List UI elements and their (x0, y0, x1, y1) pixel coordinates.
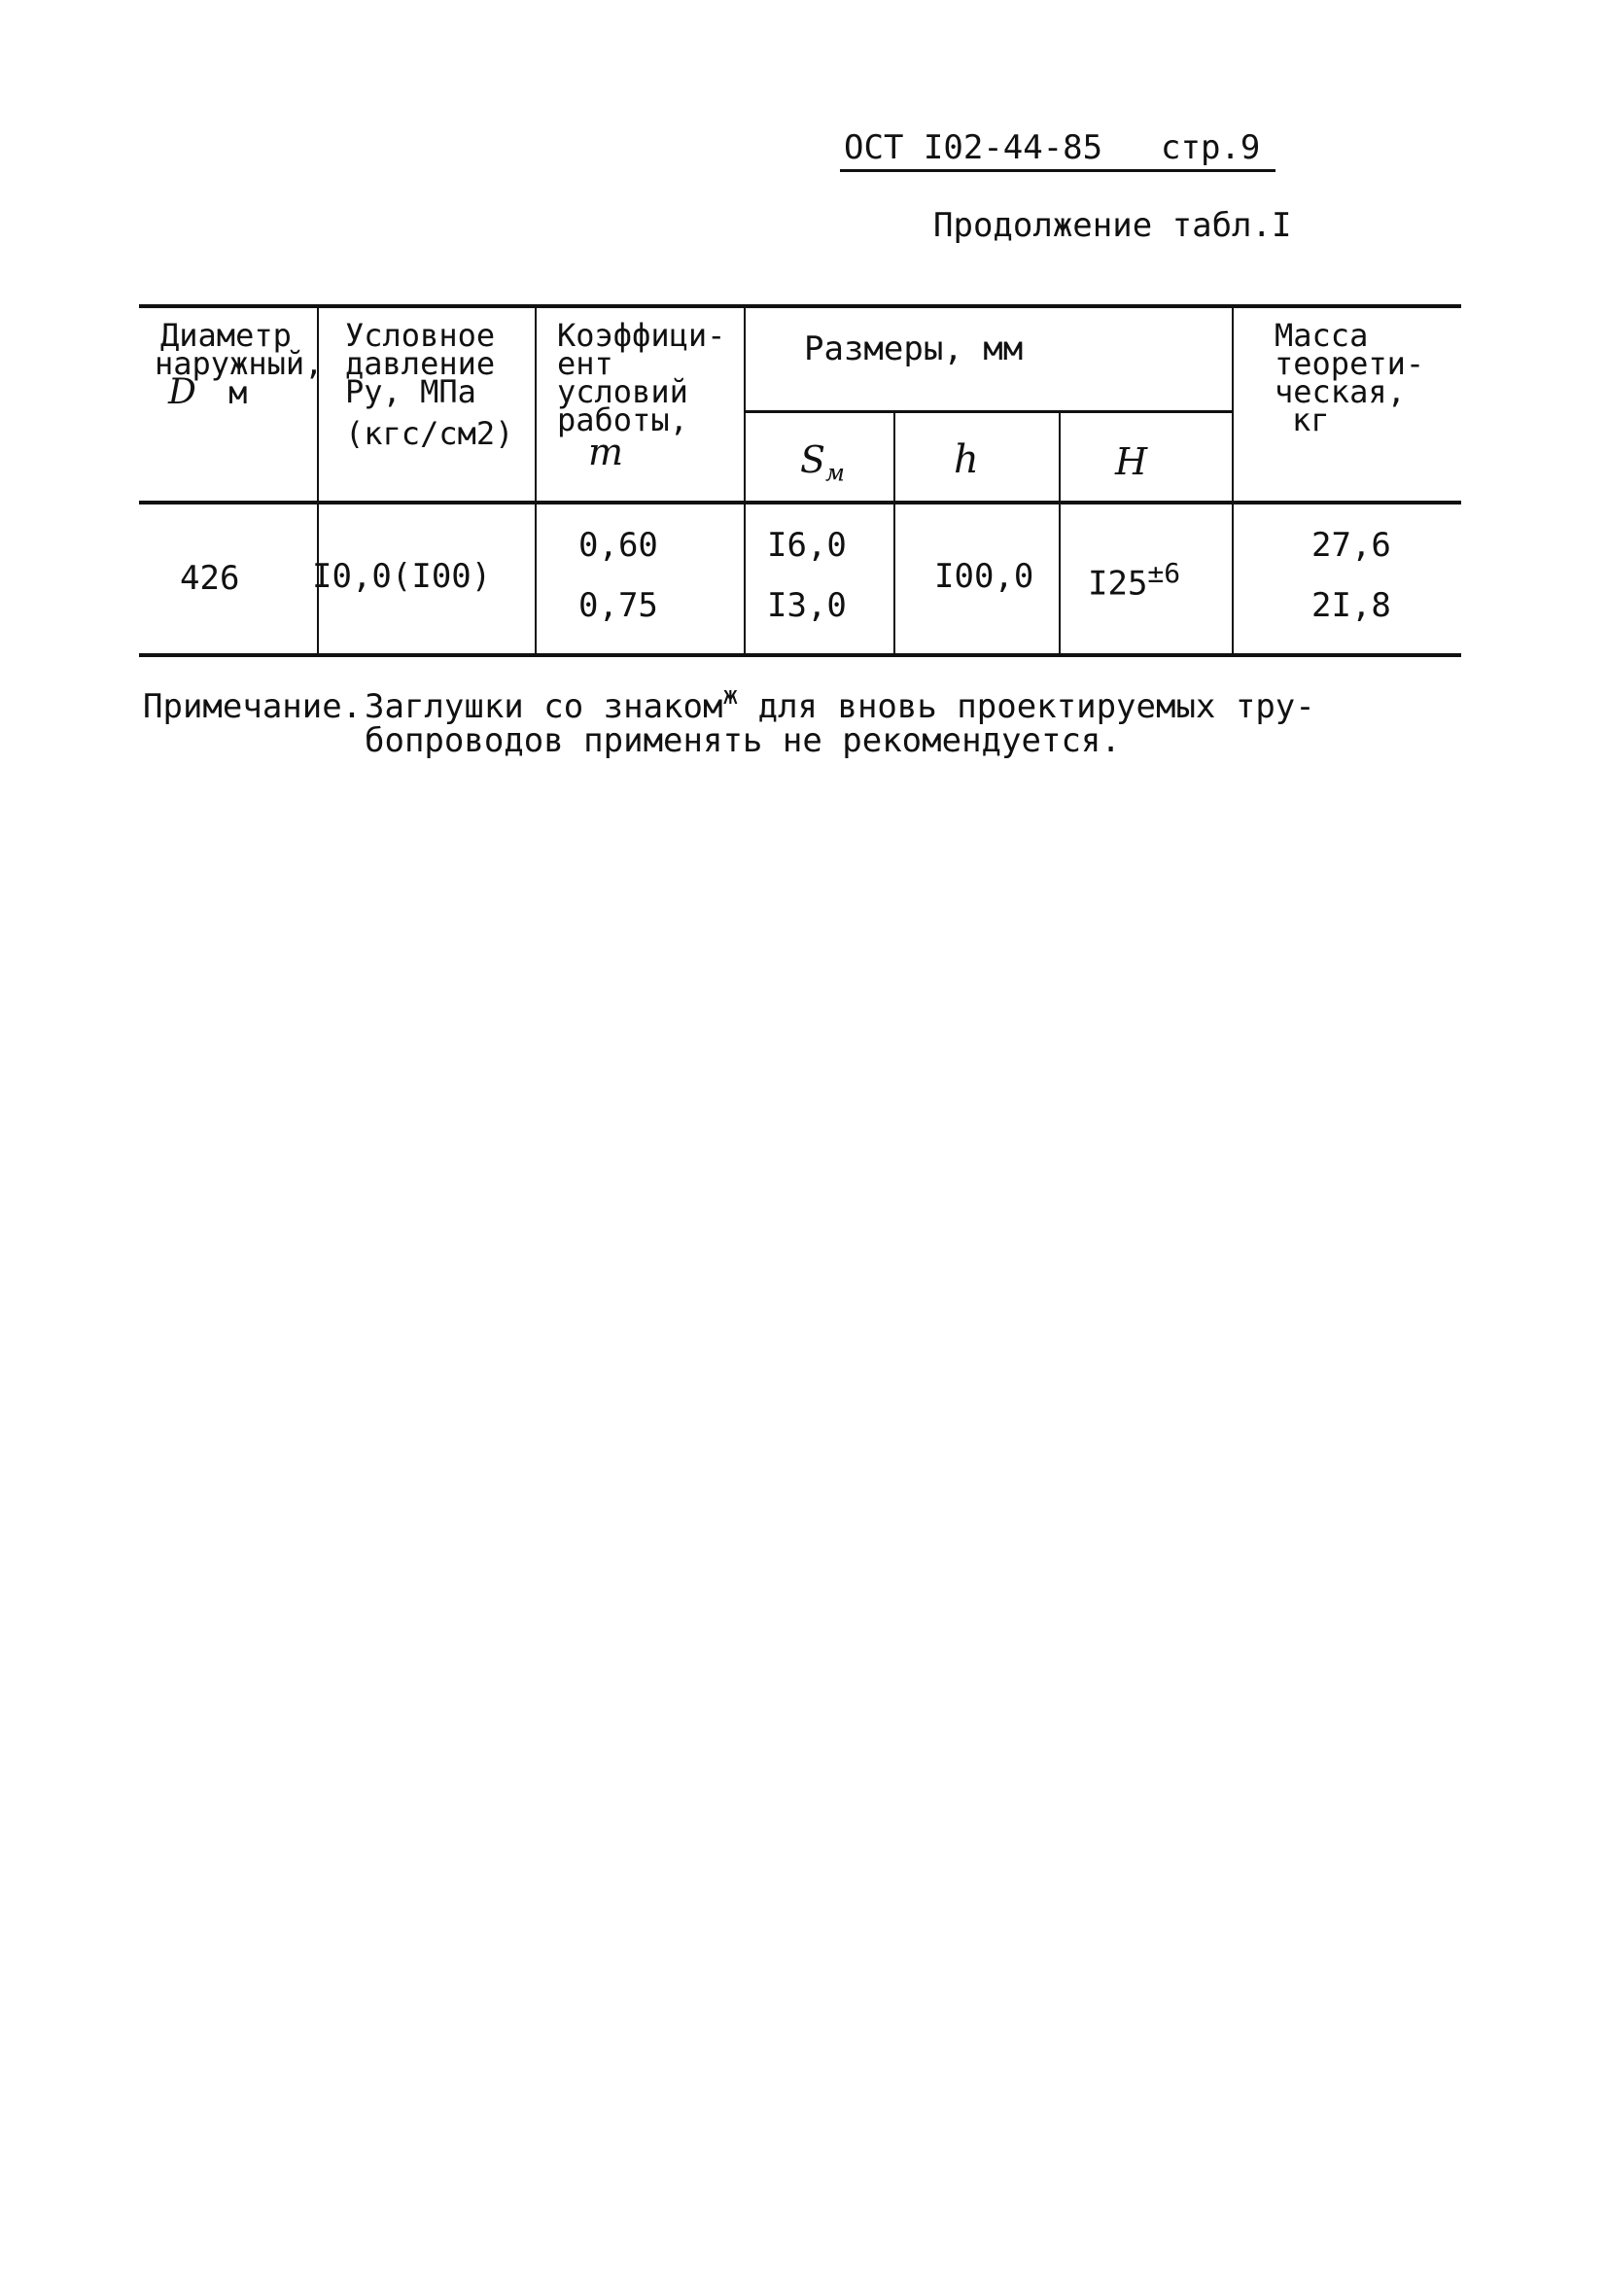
specification-table (139, 304, 1461, 659)
table-top-rule (139, 304, 1461, 308)
cell-H-value: I25 (1088, 564, 1148, 604)
diameter-unit: м (228, 374, 248, 411)
header-mass-line4: кг (1292, 401, 1330, 438)
header-coefficient-line2: ент (557, 345, 613, 382)
cell-pressure: I0,0(I00) (312, 557, 492, 596)
note-text (365, 681, 1337, 760)
header-dimensions: Размеры, мм (804, 330, 1024, 368)
note-label: Примечание. (143, 687, 363, 726)
diameter-symbol: D (168, 372, 196, 412)
document-code: ОСТ I02-44-85 (844, 128, 1103, 167)
document-header (840, 126, 1275, 172)
header-mass-line2: теорети- (1275, 345, 1425, 382)
note-line1 (365, 681, 1337, 726)
cell-s-2: I3,0 (767, 586, 847, 625)
header-mass-line3: ческая, (1275, 373, 1406, 410)
cell-coefficient-1: 0,60 (578, 526, 658, 565)
dim-s-symbol: S (800, 438, 826, 481)
header-coefficient-line4: работы, (557, 401, 688, 438)
header-pressure-line3: Py, МПа (345, 373, 476, 410)
page-number: стр.9 (1161, 128, 1261, 167)
dimensions-sub-rule (746, 410, 1232, 413)
header-coefficient-line1: Коэффици- (557, 317, 726, 354)
note-text-part2: для вновь проектируемых тру- (738, 687, 1315, 726)
cell-coefficient-2: 0,75 (578, 586, 658, 625)
table-bottom-rule (139, 653, 1461, 657)
header-coefficient (557, 317, 726, 473)
cell-H-tolerance: ±6 (1147, 557, 1181, 589)
header-pressure-line2: давление (345, 345, 496, 382)
col-divider-5 (1059, 412, 1061, 656)
header-diameter (155, 317, 324, 412)
header-dim-H: H (1115, 440, 1148, 483)
note-line2: бопроводов применять не рекомендуется. (365, 721, 1121, 760)
header-pressure-line1: Условное (345, 317, 496, 354)
cell-diameter: 426 (180, 559, 240, 598)
note-text-part1: Заглушки со знаком (365, 687, 723, 726)
col-divider-3 (744, 304, 746, 656)
coefficient-symbol: m (588, 431, 624, 473)
col-divider-2 (535, 304, 537, 656)
cell-s-1: I6,0 (767, 526, 847, 565)
header-pressure-line4: (кгс/см2) (345, 415, 514, 452)
col-divider-4 (893, 412, 895, 656)
cell-h: I00,0 (934, 557, 1034, 596)
header-bottom-rule (139, 501, 1461, 504)
cell-mass-1: 27,6 (1311, 526, 1391, 565)
cell-H (1088, 557, 1180, 603)
header-diameter-line1: Диаметр (160, 317, 292, 354)
col-divider-6 (1232, 304, 1234, 656)
header-diameter-line3 (160, 372, 323, 412)
header-diameter-line2: наружный, (155, 345, 324, 382)
header-dim-h: h (954, 437, 979, 482)
cell-mass-2: 2I,8 (1311, 586, 1391, 625)
header-pressure (345, 317, 514, 452)
table-continuation-caption: Продолжение табл.I (933, 206, 1292, 245)
dim-s-subscript: м (825, 459, 845, 487)
header-mass (1275, 317, 1425, 438)
header-coefficient-line3: условий (557, 373, 688, 410)
note-mark: ж (722, 681, 739, 711)
header-mass-line1: Масса (1275, 317, 1369, 354)
header-dim-s (800, 440, 845, 493)
